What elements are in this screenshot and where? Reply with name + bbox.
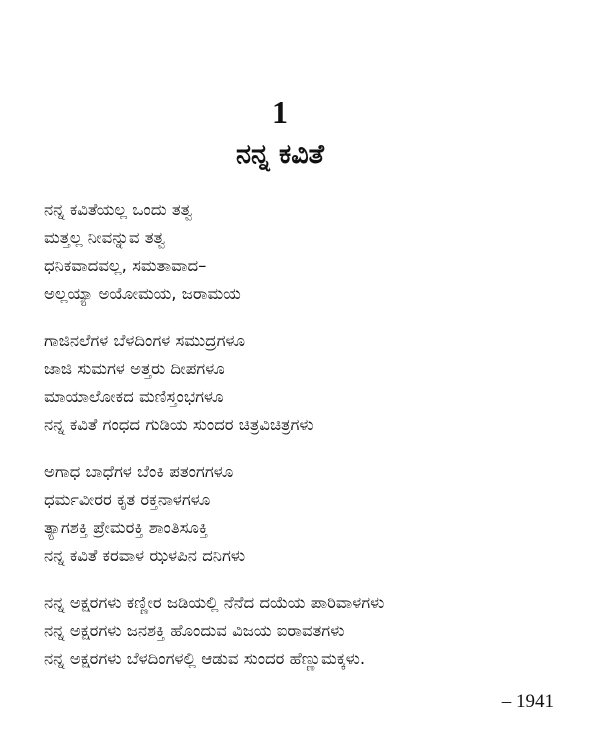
poem-line: ಜಾಜಿ ಸುಮಗಳ ಅತ್ತರು ದೀಪಗಳೂ — [44, 359, 225, 378]
poem-line: ಗಾಜಿನಲೆಗಳ ಬೆಳದಿಂಗಳ ಸಮುದ್ರಗಳೂ — [44, 331, 245, 350]
poem-line: ಧರ್ಮವೀರರ ಕೃತ ರಕ್ತನಾಳಗಳೂ — [44, 490, 211, 509]
poem-body — [44, 196, 584, 692]
stanza-4 — [44, 589, 584, 673]
stanza-3 — [44, 458, 584, 570]
poem-line: ಅಲ್ಲಯ್ಯಾ ಅಯೋಮಯ, ಜರಾಮಯ — [44, 284, 241, 303]
poem-line: ನನ್ನ ಕವಿತೆಯಲ್ಲ ಒಂದು ತತ್ವ — [44, 200, 193, 219]
poem-line: ಧನಿಕವಾದವಲ್ಲ, ಸಮತಾವಾದ– — [44, 256, 207, 275]
poem-line: ನನ್ನ ಅಕ್ಷರಗಳು ಬೆಳದಿಂಗಳಲ್ಲಿ ಆಡುವ ಸುಂದರ ಹೆಣ್ಣುಮಕ್ಕಳು. — [44, 649, 366, 668]
poem-line: ತ್ಯಾಗಶಕ್ತಿ ಪ್ರೇಮರಕ್ತಿ ಶಾಂತಿಸೂಕ್ತಿ — [44, 518, 209, 537]
stanza-1 — [44, 196, 584, 308]
poem-line: ನನ್ನ ಅಕ್ಷರಗಳು ಕಣ್ಣೀರ ಜಡಿಯಲ್ಲಿ ನೆನೆದ ದಯೆಯ ಪಾರಿವಾಳಗಳು — [44, 593, 385, 612]
stanza-2 — [44, 327, 584, 439]
poem-title: ನನ್ನ ಕವಿತೆ — [235, 139, 325, 170]
poem-line: ನನ್ನ ಕವಿತೆ ಗಂಧದ ಗುಡಿಯ ಸುಂದರ ಚಿತ್ರವಿಚಿತ್ರಗಳು — [44, 415, 314, 434]
poem-line: ಅಗಾಧ ಬಾಧೆಗಳ ಬೆಂಕಿ ಪತಂಗಗಳೂ — [44, 462, 234, 481]
poem-year: – 1941 — [501, 691, 554, 712]
poem-line: ಮತ್ತಲ್ಲ ನೀವನ್ನುವ ತತ್ವ — [44, 228, 166, 247]
poem-line: ನನ್ನ ಕವಿತೆ ಕರವಾಳ ಝಳಪಿನ ದನಿಗಳು — [44, 546, 246, 565]
poem-number: 1 — [272, 94, 288, 130]
poem-line: ನನ್ನ ಅಕ್ಷರಗಳು ಜನಶಕ್ತಿ ಹೊಂದುವ ವಿಜಯ ಐರಾವತಗಳು — [44, 621, 345, 640]
poem-line: ಮಾಯಾಲೋಕದ ಮಣಿಸ್ತಂಭಗಳೂ — [44, 387, 224, 406]
